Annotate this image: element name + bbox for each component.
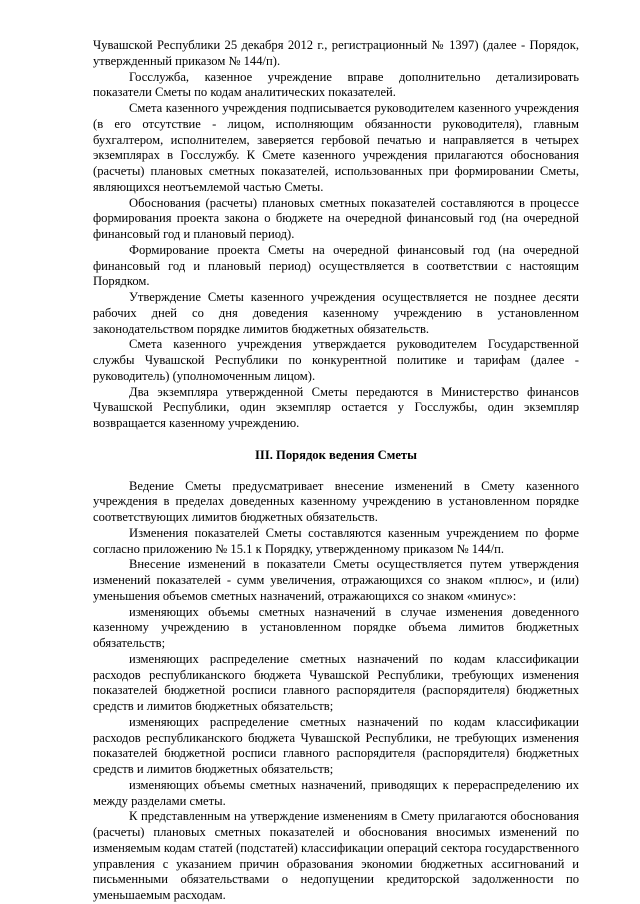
paragraph-approver: Смета казенного учреждения утверждается руководителем Государственной службы Чувашской Республики по конкурентной политике и тарифам (далее - руководитель) (уполномоченным лицом). [93, 337, 579, 383]
paragraph-changes-procedure: Внесение изменений в показатели Сметы осуществляется путем утверждения изменений показателей - сумм увеличения, отражающихся со знаком «плюс», и (или) уменьшения объемов сметных назначений, отражающихся со знаком «минус»: [93, 557, 579, 603]
paragraph-approval-deadline: Утверждение Сметы казенного учреждения осуществляется не позднее десяти рабочих дней со дня доведения казенному учреждению в установленном законодательством порядке лимитов бюджетных обязательств. [93, 290, 579, 336]
paragraph-justifications: Обоснования (расчеты) плановых сметных показателей составляются в процессе формирования проекта закона о бюджете на очередной финансовый год (на очередной финансовый год и плановый период). [93, 195, 579, 241]
paragraph-signing: Смета казенного учреждения подписывается руководителем казенного учреждения (в его отсутствие - лицом, исполняющим обязанности руководителя), главным бухгалтером, исполнителем, заверяется гербовой печатью и направляется в четырех экземплярах в Госслужбу. К Смете казенного учреждения прилагаются обоснования (расчеты) плановых сметных показателей, использованных при формировании Сметы, являющихся неотъемлемой частью Сметы. [93, 101, 579, 194]
list-item-redistribution: изменяющих объемы сметных назначений, приводящих к перераспределению их между разделами сметы. [93, 777, 579, 808]
spacer [93, 464, 579, 479]
paragraph-changes-form: Изменения показателей Сметы составляются казенным учреждением по форме согласно приложению № 15.1 к Порядку, утвержденному приказом № 144/п. [93, 525, 579, 556]
paragraph-detailing: Госслужба, казенное учреждение вправе дополнительно детализировать показатели Сметы по кодам аналитических показателей. [93, 69, 579, 100]
document-page [93, 38, 579, 904]
paragraph-formation: Формирование проекта Сметы на очередной финансовый год (на очередной финансовый год и плановый период) осуществляется в соответствии с настоящим Порядком. [93, 242, 579, 289]
spacer [93, 432, 579, 448]
list-item-limits-change: изменяющих объемы сметных назначений в случае изменения доведенного казенному учреждению в установленном порядке объема лимитов бюджетных обязательств; [93, 604, 579, 650]
paragraph-copies: Два экземпляра утвержденной Сметы передаются в Министерство финансов Чувашской Республики, один экземпляр остается у Госслужбы, один экземпляр возвращается казенному учреждению. [93, 384, 579, 430]
list-item-requiring-changes: изменяющих распределение сметных назначений по кодам классификации расходов республиканского бюджета Чувашской Республики, требующих изменения показателей бюджетной росписи главного распорядителя (распорядителя) бюджетных средств и лимитов бюджетных обязательств; [93, 651, 579, 713]
section-heading: III. Порядок ведения Сметы [255, 447, 417, 462]
paragraph-maintenance: Ведение Сметы предусматривает внесение изменений в Смету казенного учреждения в пределах доведенных казенному учреждению в установленном порядке соответствующих лимитов бюджетных обязательств. [93, 478, 579, 524]
paragraph-attachments: К представленным на утверждение изменениям в Смету прилагаются обоснования (расчеты) плановых сметных показателей и обоснования вносимых изменений по изменяемым кодам статей (подстатей) классификации операций сектора государственного управления с указанием причин образования экономии бюджетных ассигнований и письменными обязательствами о недопущении кредиторской задолженности по уменьшаемым расходам. [93, 809, 579, 902]
paragraph-order-reference: Чувашской Республики 25 декабря 2012 г., регистрационный № 1397) (далее - Порядок, утвержденный приказом № 144/п). [93, 38, 579, 68]
list-item-not-requiring-changes: изменяющих распределение сметных назначений по кодам классификации расходов республиканского бюджета Чувашской Республики, не требующих изменения показателей бюджетной росписи главного распорядителя (распорядителя) бюджетных средств и лимитов бюджетных обязательств; [93, 714, 579, 776]
